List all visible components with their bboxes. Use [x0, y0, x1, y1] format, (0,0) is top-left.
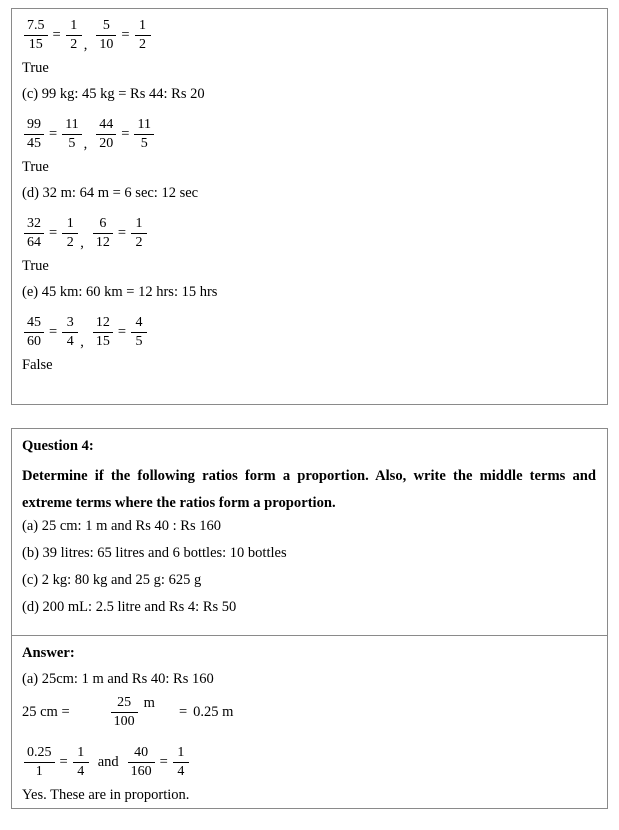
verdict-c: True	[22, 159, 49, 175]
denominator: 2	[66, 234, 74, 250]
conjunction-and: and	[97, 753, 119, 770]
fraction-4-over-5	[131, 315, 147, 349]
fraction-bar	[24, 35, 48, 36]
denominator: 5	[135, 333, 143, 349]
fraction-45-over-60	[24, 315, 44, 349]
fraction-7.5-over-15	[24, 18, 48, 52]
denominator: 5	[68, 135, 76, 151]
question-heading: Question 4:	[22, 438, 94, 454]
fraction-1-over-2	[66, 18, 82, 52]
fraction-44-over-20	[96, 117, 116, 151]
question-answer-divider	[12, 635, 607, 636]
numerator: 1	[139, 18, 146, 33]
fraction-bar	[96, 134, 116, 135]
fraction-bar	[62, 233, 78, 234]
denominator: 2	[135, 234, 143, 250]
denominator: 2	[70, 36, 78, 52]
numerator: 44	[99, 117, 114, 132]
numerator: 3	[66, 315, 74, 330]
equals-sign: =	[52, 26, 61, 43]
conversion-expression	[22, 695, 236, 729]
verdict-e: False	[22, 357, 53, 373]
fraction-bar	[24, 134, 44, 135]
conversion-lead: 25 cm =	[22, 703, 70, 720]
question-and-answer-box	[11, 428, 608, 809]
numerator: 1	[77, 745, 85, 760]
denominator: 60	[27, 333, 41, 349]
equals-sign: =	[117, 224, 126, 241]
fraction-12-over-15	[93, 315, 113, 349]
question-item-d: (d) 32 m: 64 m = 6 sec: 12 sec	[22, 185, 199, 201]
denominator: 45	[27, 135, 41, 151]
expression-c	[22, 117, 156, 151]
equals-sign: =	[117, 323, 126, 340]
fraction-1-over-2	[62, 216, 78, 250]
numerator: 12	[95, 315, 110, 330]
expression-d	[22, 216, 149, 250]
answer-item-a: (a) 25cm: 1 m and Rs 40: Rs 160	[22, 671, 214, 687]
denominator: 20	[99, 135, 114, 151]
denominator: 160	[130, 763, 152, 779]
fraction-11-over-5	[62, 117, 81, 151]
fraction-bar	[128, 762, 155, 763]
denominator: 15	[95, 333, 110, 349]
denominator: 2	[139, 36, 146, 52]
comma-separator: ,	[80, 333, 84, 350]
question-option-b: (b) 39 litres: 65 litres and 6 bottles: 10 bottles	[22, 545, 287, 561]
numerator: 1	[135, 216, 143, 231]
numerator: 1	[66, 216, 74, 231]
numerator: 45	[27, 315, 41, 330]
fraction-99-over-45	[24, 117, 44, 151]
denominator: 10	[99, 36, 114, 52]
fraction-5-over-10	[96, 18, 116, 52]
fraction-1-over-2	[131, 216, 147, 250]
fraction-1-over-4	[73, 745, 89, 779]
question-prompt: Determine if the following ratios form a proportion. Also, write the middle terms and extreme terms where the ratios form a proportion.	[22, 468, 596, 511]
equals-sign: =	[49, 125, 58, 142]
expression-e	[22, 315, 149, 349]
fraction-bar	[96, 35, 116, 36]
conversion-result: 0.25 m	[193, 703, 234, 720]
equals-sign: =	[121, 125, 130, 142]
expression-b	[22, 18, 153, 52]
equals-sign: =	[59, 753, 68, 770]
fraction-1-over-2	[135, 18, 151, 52]
denominator: 100	[113, 713, 135, 729]
fraction-bar	[24, 233, 44, 234]
fraction-bar	[111, 712, 138, 713]
fraction-bar	[66, 35, 82, 36]
fraction-bar	[62, 332, 78, 333]
fraction-bar	[24, 762, 55, 763]
equals-sign: =	[159, 753, 168, 770]
verdict-b: True	[22, 60, 49, 76]
numerator: 6	[99, 216, 107, 231]
fraction-32-over-64	[24, 216, 44, 250]
fraction-bar	[173, 762, 189, 763]
denominator: 4	[77, 763, 85, 779]
fraction-1-over-4	[173, 745, 189, 779]
numerator: 5	[102, 18, 110, 33]
denominator: 12	[95, 234, 110, 250]
numerator: 7.5	[27, 18, 45, 33]
fraction-bar	[135, 35, 151, 36]
fraction-bar	[93, 332, 113, 333]
numerator: 11	[65, 117, 79, 132]
question-option-c: (c) 2 kg: 80 kg and 25 g: 625 g	[22, 572, 202, 588]
question-item-e: (e) 45 km: 60 km = 12 hrs: 15 hrs	[22, 284, 218, 300]
comma-separator: ,	[83, 135, 88, 152]
fraction-bar	[93, 233, 113, 234]
comma-separator: ,	[83, 36, 88, 53]
comma-separator: ,	[80, 234, 84, 251]
fraction-bar	[131, 233, 147, 234]
fraction-3-over-4	[62, 315, 78, 349]
proportion-expression	[22, 745, 191, 779]
numerator: 1	[177, 745, 185, 760]
numerator: 11	[137, 117, 151, 132]
unit-metre: m	[143, 695, 155, 711]
question-option-d: (d) 200 mL: 2.5 litre and Rs 4: Rs 50	[22, 599, 237, 615]
denominator: 1	[35, 763, 43, 779]
numerator: 1	[70, 18, 78, 33]
fraction-bar	[134, 134, 153, 135]
denominator: 4	[177, 763, 185, 779]
verdict-d: True	[22, 258, 49, 274]
equals-sign: =	[178, 703, 188, 720]
fraction-bar	[131, 332, 147, 333]
equals-sign: =	[49, 323, 58, 340]
numerator: 32	[27, 216, 41, 231]
denominator: 4	[66, 333, 74, 349]
fraction-bar	[73, 762, 89, 763]
equals-sign: =	[121, 26, 130, 43]
fraction-11-over-5	[134, 117, 153, 151]
fraction-bar	[24, 332, 44, 333]
answer-conclusion: Yes. These are in proportion.	[22, 787, 190, 803]
fraction-40-over-160	[128, 745, 155, 779]
numerator: 25	[117, 695, 132, 710]
fraction-0.25-over-1	[24, 745, 55, 779]
denominator: 5	[140, 135, 148, 151]
previous-answer-box	[11, 8, 608, 405]
numerator: 99	[27, 117, 41, 132]
question-option-a: (a) 25 cm: 1 m and Rs 40 : Rs 160	[22, 518, 221, 534]
numerator: 4	[135, 315, 143, 330]
denominator: 64	[27, 234, 41, 250]
answer-heading: Answer:	[22, 645, 75, 661]
fraction-bar	[62, 134, 81, 135]
equals-sign: =	[49, 224, 58, 241]
fraction-6-over-12	[93, 216, 113, 250]
fraction-25-over-100	[111, 695, 138, 729]
numerator: 0.25	[27, 745, 52, 760]
numerator: 40	[134, 745, 149, 760]
denominator: 15	[28, 36, 43, 52]
question-item-c: (c) 99 kg: 45 kg = Rs 44: Rs 20	[22, 86, 205, 102]
